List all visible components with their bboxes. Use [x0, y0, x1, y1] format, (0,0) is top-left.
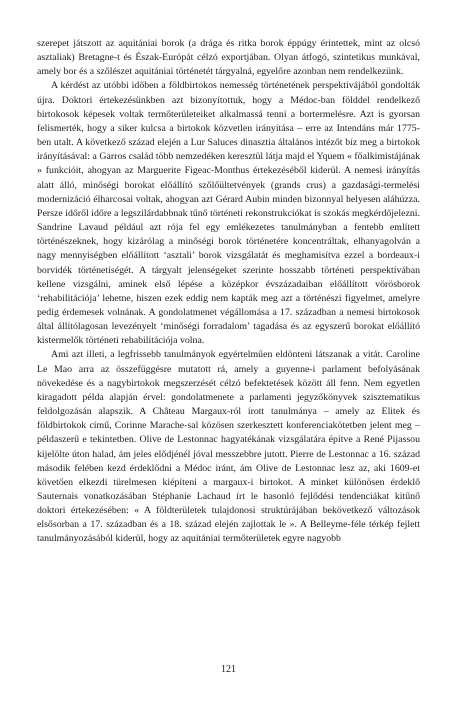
page-number: 121 — [221, 664, 236, 675]
paragraph: Ami azt illeti, a legfrissebb tanulmányok egyértelműen eldönteni látszanak a vitát. Caroline Le Mao arra az összefüggésre mutatott rá, amely a guyenne-i parlament befolyásának növekedése és a nagybirtokok megszerzését célzó befektetések között áll fenn. Nem egyetlen kiragadott példa alapján érvel: gondolatmenete a parlamenti jegyzőkönyvek szisztematikus feldolgozásán alapszik. A Château Margaux-ról írott tanulmánya – amely az Elitek és földbirtokok című, Corinne Marache-sal közösen szerkesztett konferenciakötetben jelent meg – példaszerű e tekintetben. Olive de Lestonnac hagyatékának vizsgálatára építve a René Pijassou kijelölte úton halad, ám jeles elődjénél jóval messzebbre jutott. Pierre de Lestonnac a 16. század második felében kezd érdeklődni a Médoc iránt, ám Olive de Lestonnac lesz az, aki 1609-et követően elkezdi türelmesen kiépíteni a margaux-i birtokot. A minket különösen érdeklő Sauternais vonatkozásában Stéphanie Lachaud írt le hasonló fejlődési tendenciákat kitűnő doktori értekezésében: « A földterületek tulajdonosi struktúrájában bekövetkező változások elsősorban a 17. században és a 18. század elején zajlottak le ». A Belleyme-féle térkép fejlett tanulmányozásából kiderül, hogy az aquitániai termőterületek egyre nagyobb — [37, 349, 420, 545]
body-text — [37, 37, 420, 547]
paragraph: szerepet játszott az aquitániai borok (a drága és ritka borok éppúgy érintettek, mint az olcsó asztaliak) Bretagne-t és Észak-Európát célzó exportjában. Olyan átfogó, szintetikus munkával, amely bor és a szőlészet aquitániai történetét tárgyalná, egyelőre azonban nem rendelkezünk. — [37, 38, 420, 78]
paragraph: A kérdést az utóbbi időben a földbirtokos nemesség történetének perspektívájából gondolták újra. Doktori értekezésünkben azt bizonyítottuk, hogy a Médoc-ban földdel rendelkező birtokosok képesek voltak termőterületeiket alkalmassá tenni a bortermelésre. Azt is gyorsan felismerték, hogy a siker kulcsa a birtokok közvetlen irányítása – erre az Intendáns már 1775-ben utalt. A következő század elején a Lur Saluces dinasztia általános intézőt bíz meg a birtokok irányításával: a Garros család több nemzedéken keresztül látja majd el Yquem « főalkimistájának » funkcióit, ahogyan az Marguerite Figeac-Monthus értekezéséből kiderül. A nemesi irányítás alatt álló, minőségi borokat előállító szőlőültetvények (grands crus) a gazdasági-termelési modernizáció élharcosai voltak, ahogyan azt Gérard Aubin minden bizonnyal helyesen aláhúzza. Persze időről időre a legszilárdabbnak tűnő történeti rekonstrukciókat is szokás megkérdőjelezni. Sandrine Lavaud például azt rója fel egy emlékezetes tanulmányban a fentebb említett történészeknek, hogy kizárólag a minőségi borok történetére koncentráltak, elhanyagolván a nagy mennyiségben előállított ‘asztali’ borok vizsgálatát és meghamisítva ezzel a bordeaux-i borvidék történetiségét. A tárgyalt jelenségeket szerinte hosszabb történeti perspektívában kellene vizsgálni, aminek első lépése a középkor évszázadaiban előállított vörösborok ‘rehabilitációja’ lehetne, hiszen ezek eddig nem kapták meg azt a történészi figyelmet, amelyre pedig érdemesek volnának. A gondolatmenet végállomása a 17. században a nemesi birtokosok által állítólagosan levezényelt ‘minőségi forradalom’ tagadása és az egyszerű borokat előállító kistermelők történeti rehabilitációja volna. — [37, 80, 420, 347]
